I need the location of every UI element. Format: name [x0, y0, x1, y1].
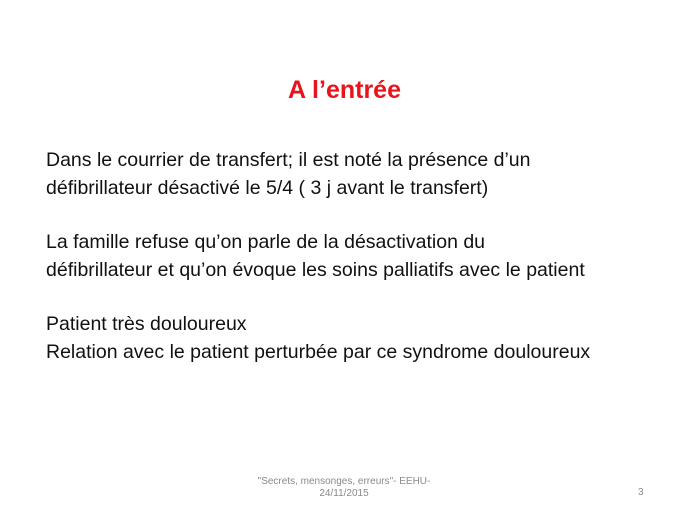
paragraph-line: Relation avec le patient perturbée par ce syndrome douloureux [46, 341, 591, 363]
slide-body [46, 146, 656, 366]
footer-line: "Secrets, mensonges, erreurs"- EEHU- [257, 476, 431, 487]
paragraph-line: Patient très douloureux [46, 313, 247, 335]
slide-title: A l’entrée [287, 76, 401, 104]
paragraph-line: La famille refuse qu’on parle de la désactivation du [46, 231, 486, 253]
paragraph-patient-pain [46, 310, 656, 366]
paragraph-line: défibrillateur et qu’on évoque les soins palliatifs avec le patient [46, 259, 585, 281]
paragraph-family-refusal [46, 228, 656, 284]
paragraph-line: Dans le courrier de transfert; il est noté la présence d’un [46, 149, 531, 171]
page-number: 3 [638, 487, 644, 498]
footer-line: 24/11/2015 [319, 488, 369, 499]
paragraph-transfer-letter [46, 146, 656, 202]
slide-footer [224, 476, 464, 500]
paragraph-line: défibrillateur désactivé le 5/4 ( 3 j avant le transfert) [46, 177, 489, 199]
